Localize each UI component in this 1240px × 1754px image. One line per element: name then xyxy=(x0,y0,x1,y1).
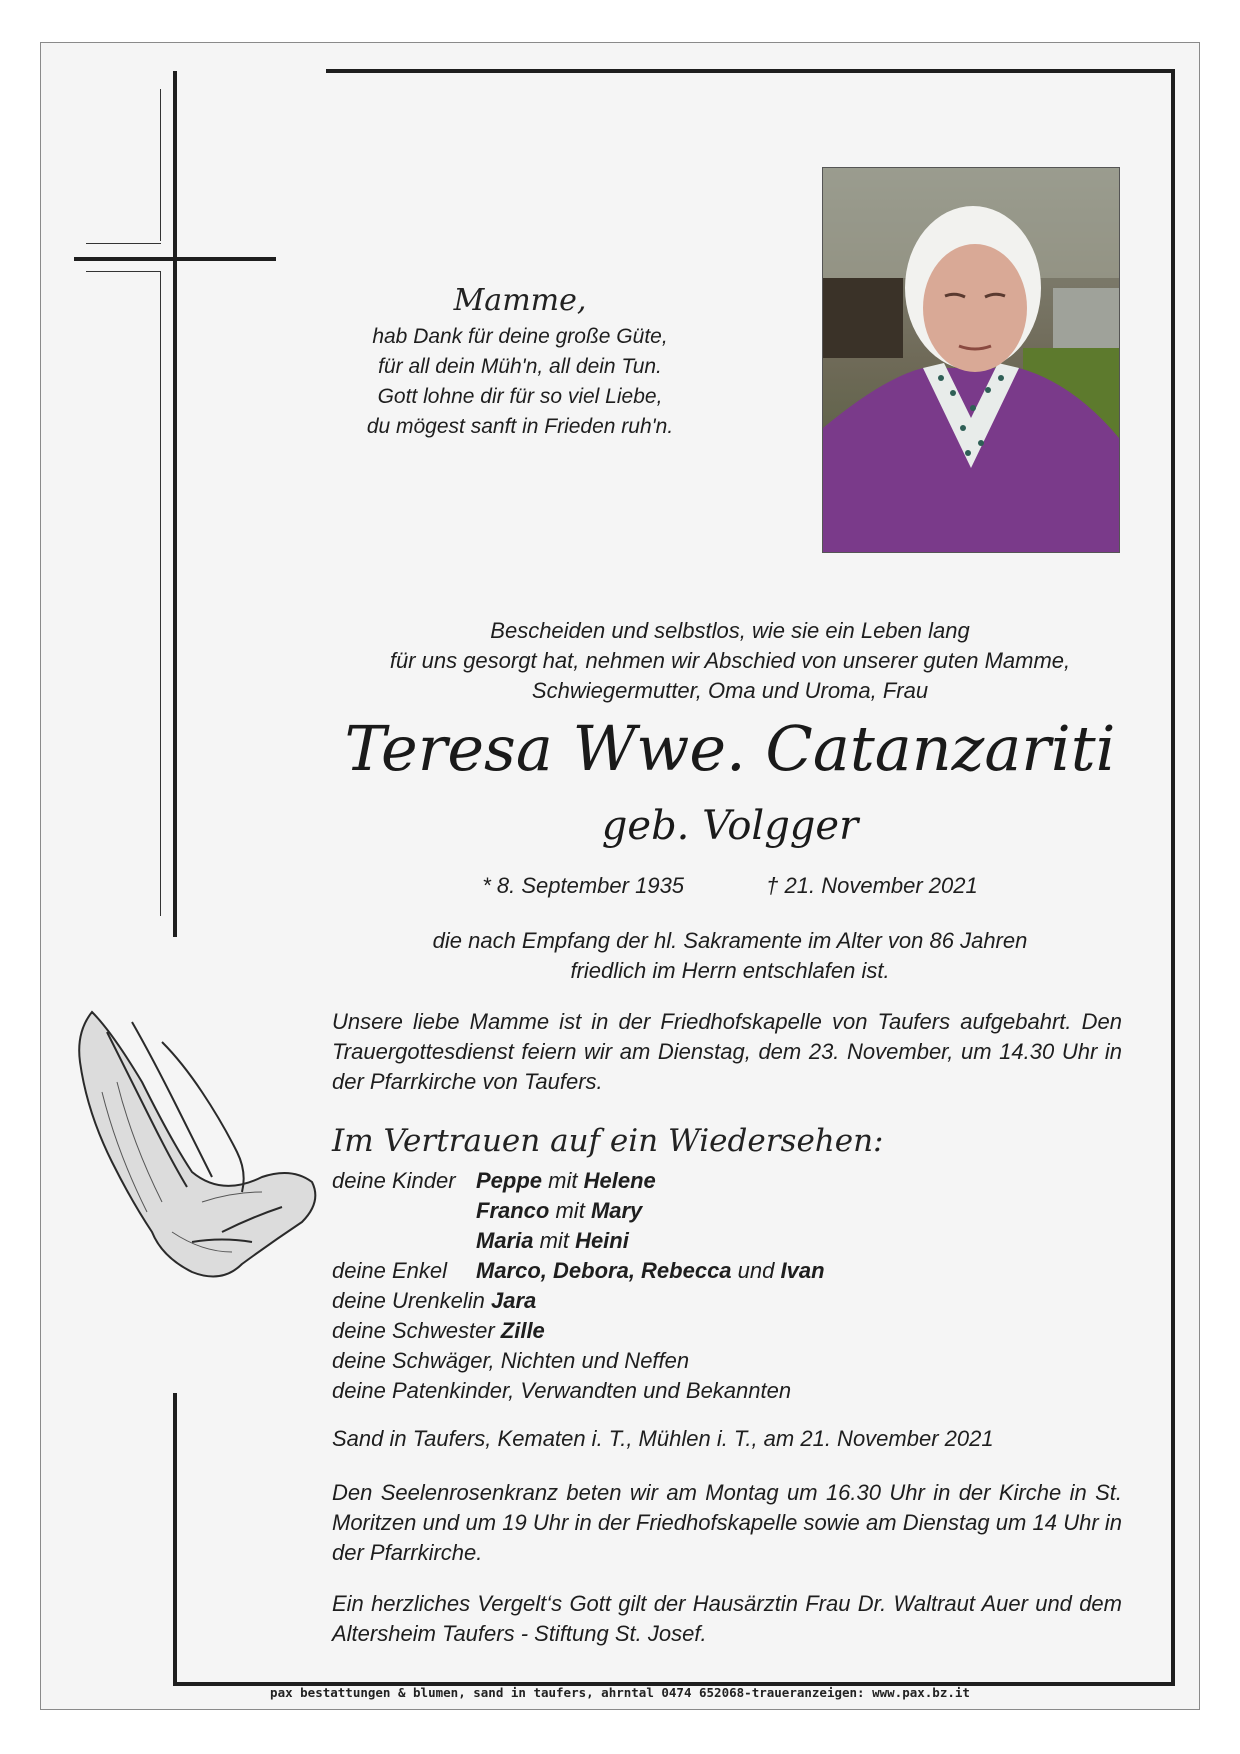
family-row xyxy=(332,1166,1112,1196)
life-dates xyxy=(300,873,1160,899)
place-date: Sand in Taufers, Kematen i. T., Mühlen i. T., am 21. November 2021 xyxy=(332,1426,994,1451)
memorial-verse xyxy=(320,283,720,442)
child-entry: Franco mit Mary xyxy=(476,1198,643,1223)
rosary-notice: Den Seelenrosenkranz beten wir am Montag um 16.30 Uhr in der Kirche in St. Moritzen und um 19 Uhr in der Friedhofskapelle sowie am Dienstag um 14 Uhr in der Pfarrkirche. xyxy=(332,1480,1122,1565)
cross-horizontal-beam xyxy=(74,257,276,261)
frame-top-line xyxy=(326,69,1174,73)
family-row xyxy=(332,1196,1112,1226)
great-grandchild-entry: deine Urenkelin Jara xyxy=(332,1288,537,1313)
intro-text xyxy=(300,616,1160,706)
cross-shadow-line xyxy=(86,271,161,272)
maiden-name: geb. Volgger xyxy=(601,803,859,849)
sacrament-line: friedlich im Herrn entschlafen ist. xyxy=(570,958,890,983)
child-entry: Maria mit Heini xyxy=(476,1228,629,1253)
portrait-photo xyxy=(822,167,1120,553)
frame-left-line xyxy=(173,1393,177,1686)
sacrament-line: die nach Empfang der hl. Sakramente im Alter von 86 Jahren xyxy=(432,928,1028,953)
child-entry: Peppe mit Helene xyxy=(476,1168,656,1193)
inlaws-entry: deine Schwäger, Nichten und Neffen xyxy=(332,1348,690,1373)
verse-line: Gott lohne dir für so viel Liebe, xyxy=(377,385,663,408)
verse-line: hab Dank für deine große Güte, xyxy=(372,325,668,348)
cross-shadow-line xyxy=(160,89,161,241)
cross-vertical-beam xyxy=(173,71,177,937)
family-label: deine Kinder xyxy=(332,1168,456,1193)
death-date: † 21. November 2021 xyxy=(766,873,978,898)
family-row xyxy=(332,1226,1112,1256)
frame-right-line xyxy=(1171,69,1175,1686)
family-row xyxy=(332,1346,1112,1376)
verse-line: du mögest sanft in Frieden ruh'n. xyxy=(366,415,674,438)
intro-line: Schwiegermutter, Oma und Uroma, Frau xyxy=(531,678,929,703)
family-row xyxy=(332,1316,1112,1346)
family-row xyxy=(332,1376,1112,1406)
praying-hands-icon xyxy=(72,1002,322,1292)
footer-imprint: pax bestattungen & blumen, sand in taufers, ahrntal 0474 652068-traueranzeigen: www.pax.bz.it xyxy=(270,1685,970,1700)
sacrament-text xyxy=(300,926,1160,986)
cross-shadow-line xyxy=(86,243,161,244)
godchildren-entry: deine Patenkinder, Verwandten und Bekannten xyxy=(332,1378,792,1403)
reunion-heading: Im Vertrauen auf ein Wiedersehen: xyxy=(332,1123,884,1159)
family-list xyxy=(332,1166,1112,1406)
sister-entry: deine Schwester Zille xyxy=(332,1318,545,1343)
grandchildren-entry: Marco, Debora, Rebecca und Ivan xyxy=(476,1258,825,1283)
funeral-notice: Unsere liebe Mamme ist in der Friedhofskapelle von Taufers aufgebahrt. Den Trauergottesdienst feiern wir am Dienstag, dem 23. November, um 14.30 Uhr in der Pfarrkirche von Taufers. xyxy=(332,1009,1122,1094)
thanks-notice: Ein herzliches Vergelt‘s Gott gilt der Hausärztin Frau Dr. Waltraut Auer und dem Altersheim Taufers - Stiftung St. Josef. xyxy=(332,1591,1122,1646)
family-row xyxy=(332,1286,1112,1316)
cross-shadow-line xyxy=(160,271,161,916)
deceased-name: Teresa Wwe. Catanzariti xyxy=(344,712,1116,785)
family-label: deine Enkel xyxy=(332,1258,447,1283)
intro-line: für uns gesorgt hat, nehmen wir Abschied von unserer guten Mamme, xyxy=(389,648,1071,673)
verse-line: für all dein Müh'n, all dein Tun. xyxy=(378,355,662,378)
birth-date: * 8. September 1935 xyxy=(482,873,685,898)
verse-heading: Mamme, xyxy=(453,283,587,318)
intro-line: Bescheiden und selbstlos, wie sie ein Leben lang xyxy=(490,618,970,643)
family-row xyxy=(332,1256,1112,1286)
